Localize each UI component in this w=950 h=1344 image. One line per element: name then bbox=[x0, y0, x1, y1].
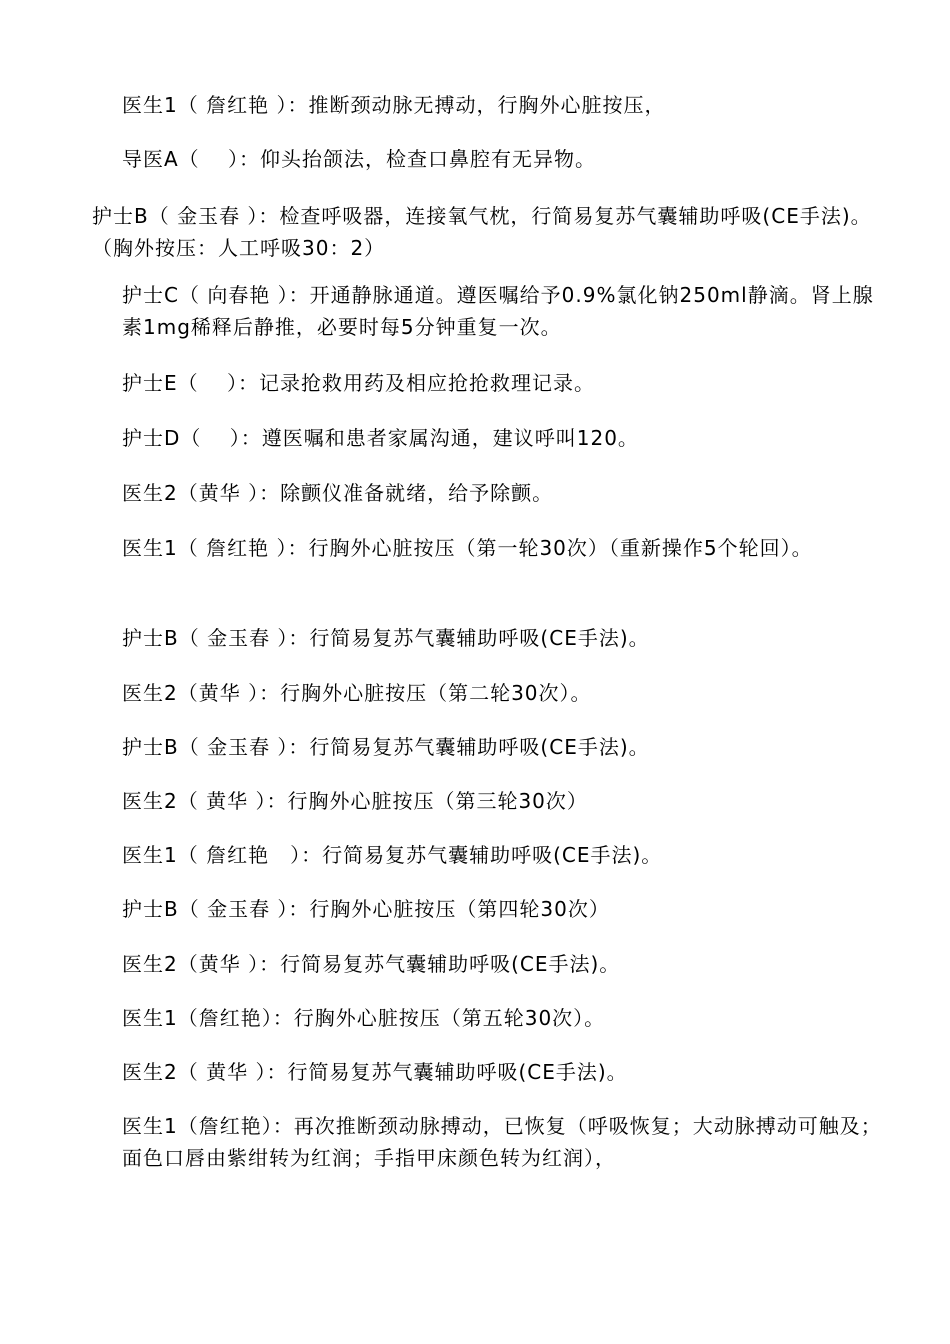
paragraph-guide-airway: 导医A（ ）：仰头抬颌法，检查口鼻腔有无异物。 bbox=[122, 147, 597, 171]
paragraph-doctor1-recovery: 医生1（詹红艳）：再次推断颈动脉搏动，已恢复（呼吸恢复；大动脉搏动可触及；面色口唇由紫绀转为红润；手指甲床颜色转为红润）， bbox=[122, 1114, 882, 1170]
paragraph-nurseb-round4: 护士B（ 金玉春 ）：行胸外心脏按压（第四轮30次） bbox=[122, 897, 610, 921]
paragraph-nursed-family: 护士D（ ）：遵医嘱和患者家属沟通，建议呼叫120。 bbox=[122, 426, 639, 450]
paragraph-doctor2-ventilation-1: 医生2（黄华 ）：行简易复苏气囊辅助呼吸(CE手法)。 bbox=[122, 952, 621, 976]
paragraph-doctor2-ventilation-2: 医生2（ 黄华 ）：行简易复苏气囊辅助呼吸(CE手法)。 bbox=[122, 1060, 628, 1084]
paragraph-doctor1-pulse-check: 医生1（ 詹红艳 ）：推断颈动脉无搏动，行胸外心脏按压， bbox=[122, 93, 666, 117]
paragraph-doctor1-round5: 医生1（詹红艳）：行胸外心脏按压（第五轮30次）。 bbox=[122, 1006, 606, 1030]
paragraph-doctor1-ventilation: 医生1（ 詹红艳 ）：行简易复苏气囊辅助呼吸(CE手法)。 bbox=[122, 843, 663, 867]
paragraph-nursec-iv-access: 护士C（ 向春艳 ）：开通静脉通道。遵医嘱给予0.9%氯化钠250ml静滴。肾上腺素1mg稀释后静推，必要时每5分钟重复一次。 bbox=[122, 283, 874, 339]
paragraph-nurseb-ventilation-2: 护士B（ 金玉春 ）：行简易复苏气囊辅助呼吸(CE手法)。 bbox=[122, 735, 650, 759]
paragraph-doctor2-defibrillation: 医生2（黄华 ）：除颤仪准备就绪，给予除颤。 bbox=[122, 481, 554, 505]
paragraph-doctor2-round3: 医生2（ 黄华 ）：行胸外心脏按压（第三轮30次） bbox=[122, 789, 588, 813]
paragraph-nursee-records: 护士E（ ）：记录抢救用药及相应抢抢救理记录。 bbox=[122, 371, 595, 395]
paragraph-doctor2-round2: 医生2（黄华 ）：行胸外心脏按压（第二轮30次）。 bbox=[122, 681, 592, 705]
paragraph-doctor1-round1: 医生1（ 詹红艳 ）：行胸外心脏按压（第一轮30次）（重新操作5个轮回）。 bbox=[122, 536, 813, 560]
paragraph-nurseb-ventilation-1: 护士B（ 金玉春 ）：行简易复苏气囊辅助呼吸(CE手法)。 bbox=[122, 626, 650, 650]
paragraph-nurseb-ventilation: 护士B（ 金玉春 ）：检查呼吸器，连接氧气枕，行简易复苏气囊辅助呼吸(CE手法)。（胸外按压：人工呼吸30：2） bbox=[92, 204, 872, 260]
